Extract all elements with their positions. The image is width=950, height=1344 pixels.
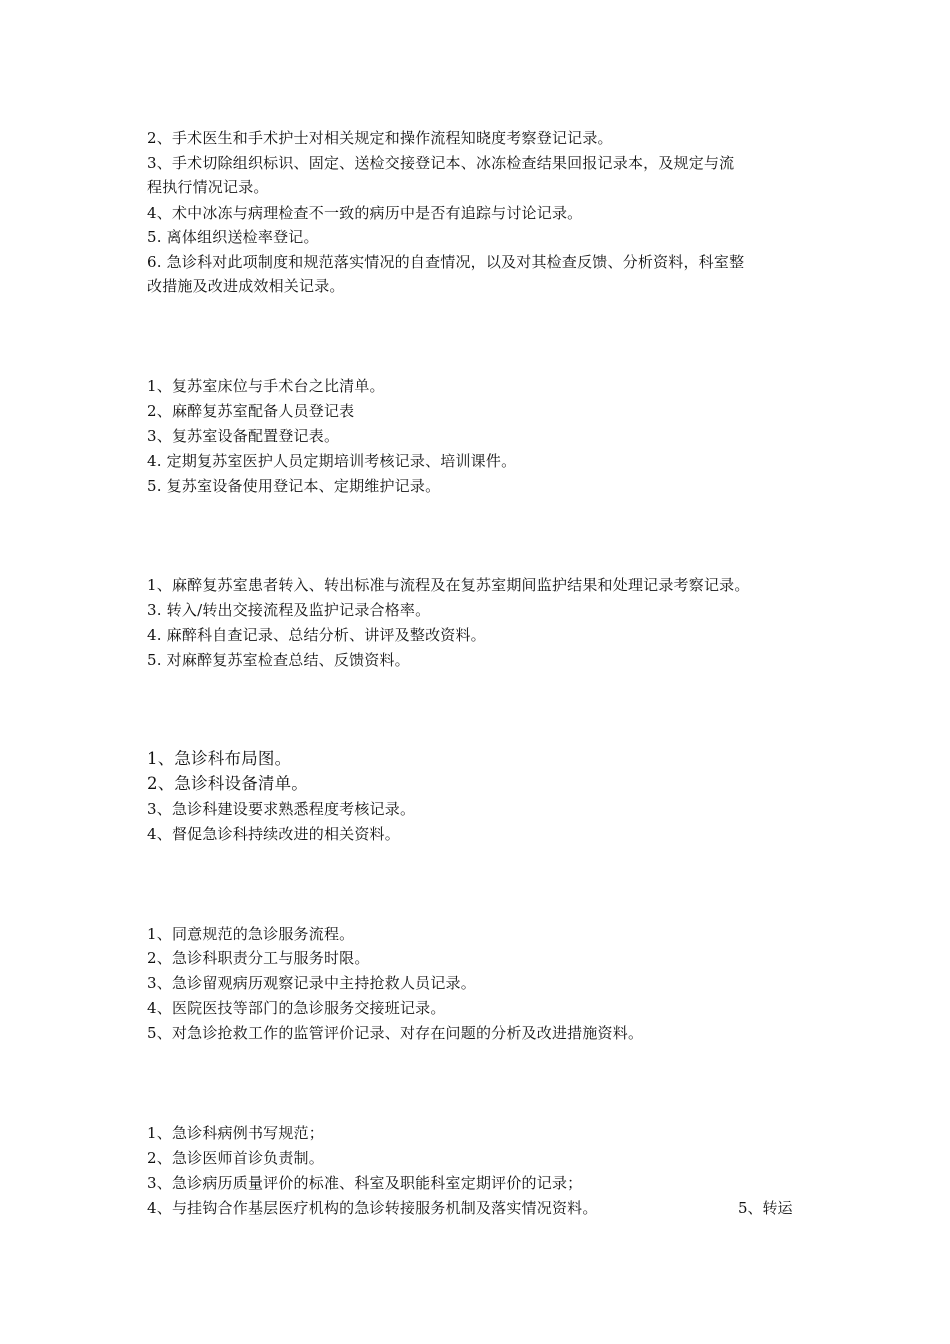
- text-line: 2、手术医生和手术护士对相关规定和操作流程知晓度考察登记记录。: [147, 129, 613, 147]
- text-line: 3、手术切除组织标识、固定、送检交接登记本、冰冻检查结果回报记录本，及规定与流: [147, 154, 735, 172]
- text-line: 3、急诊科建设要求熟悉程度考核记录。: [147, 800, 416, 818]
- text-line: 1、复苏室床位与手术台之比清单。: [147, 377, 385, 395]
- text-line: 6. 急诊科对此项制度和规范落实情况的自查情况，以及对其检查反馈、分析资料，科室整: [147, 253, 745, 271]
- text-line: 改措施及改进成效相关记录。: [147, 277, 345, 295]
- text-line: 4、与挂钩合作基层医疗机构的急诊转接服务机制及落实情况资料。: [147, 1199, 598, 1217]
- text-line: 5、对急诊抢救工作的监管评价记录、对存在问题的分析及改进措施资料。: [147, 1024, 644, 1042]
- text-line-tail: 5、转运: [738, 1199, 793, 1217]
- text-line: 4、督促急诊科持续改进的相关资料。: [147, 825, 400, 843]
- text-line: 4、术中冰冻与病理检查不一致的病历中是否有追踪与讨论记录。: [147, 204, 583, 222]
- text-line: 5. 复苏室设备使用登记本、定期维护记录。: [147, 477, 441, 495]
- text-line: 3、急诊病历质量评价的标准、科室及职能科室定期评价的记录；: [147, 1174, 583, 1192]
- text-line: 3、复苏室设备配置登记表。: [147, 427, 340, 445]
- text-line: 5. 离体组织送检率登记。: [147, 228, 319, 246]
- text-line: 2、急诊科职责分工与服务时限。: [147, 949, 370, 967]
- text-line: 2、急诊医师首诊负责制。: [147, 1149, 324, 1167]
- text-line: 2、麻醉复苏室配备人员登记表: [147, 402, 355, 420]
- text-line: 1、同意规范的急诊服务流程。: [147, 925, 355, 943]
- text-line: 程执行情况记录。: [147, 178, 269, 196]
- text-line: 1、麻醉复苏室患者转入、转出标准与流程及在复苏室期间监护结果和处理记录考察记录。: [147, 576, 750, 594]
- text-line: 4、医院医技等部门的急诊服务交接班记录。: [147, 999, 446, 1017]
- text-line: 5. 对麻醉复苏室检查总结、反馈资料。: [147, 651, 410, 669]
- text-line: 1、急诊科病例书写规范；: [147, 1124, 324, 1142]
- text-line: 4. 麻醉科自查记录、总结分析、讲评及整改资料。: [147, 626, 486, 644]
- text-line: 3、急诊留观病历观察记录中主持抢救人员记录。: [147, 974, 476, 992]
- text-line: 3. 转入/转出交接流程及监护记录合格率。: [147, 601, 431, 619]
- text-line: 2、急诊科设备清单。: [147, 774, 308, 793]
- text-line: 4. 定期复苏室医护人员定期培训考核记录、培训课件。: [147, 452, 517, 470]
- text-line: 1、急诊科布局图。: [147, 749, 292, 768]
